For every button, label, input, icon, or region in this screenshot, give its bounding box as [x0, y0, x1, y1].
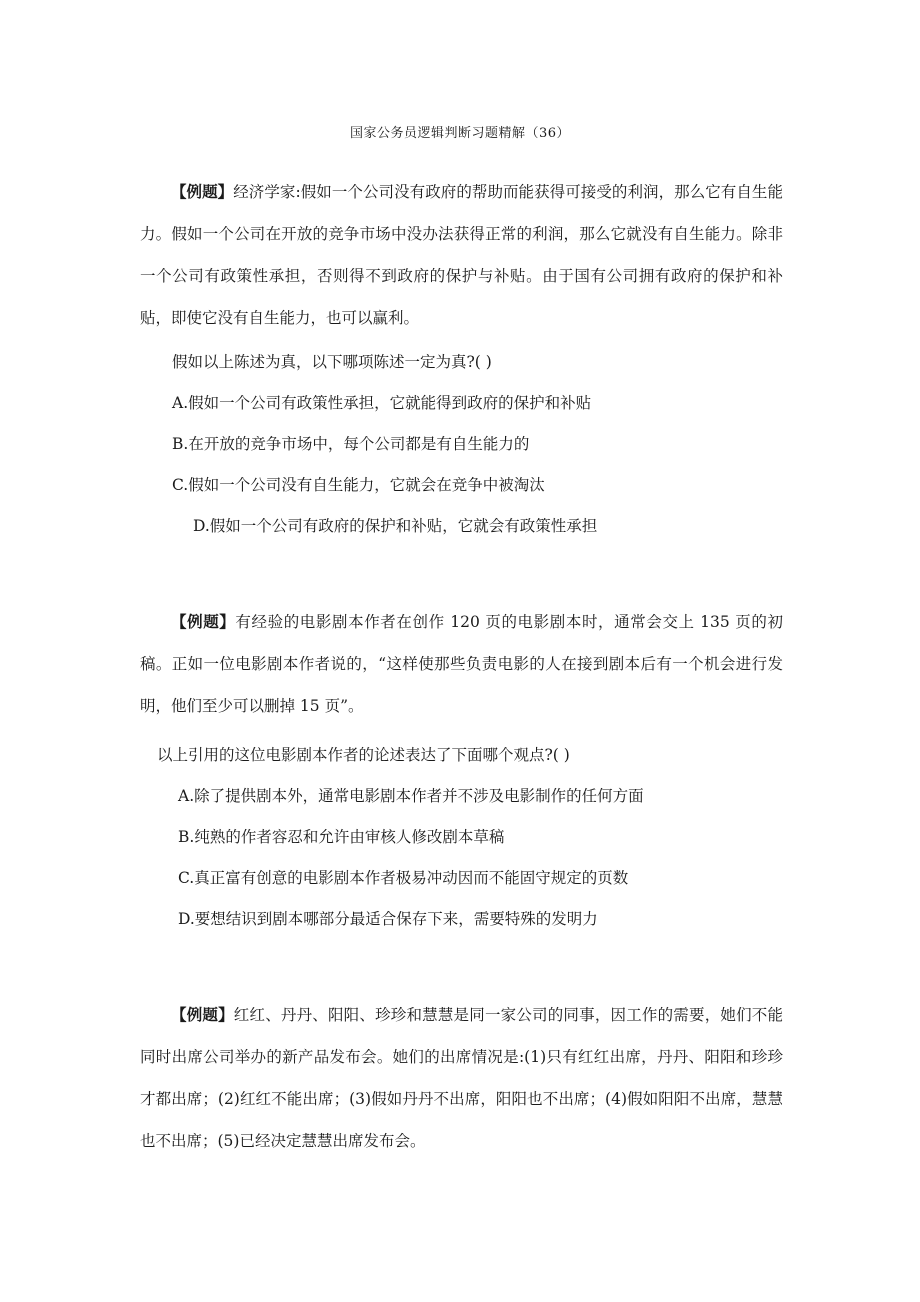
question-3-text: 红红、丹丹、阳阳、珍珍和慧慧是同一家公司的同事，因工作的需要，她们不能同时出席公司举办的新产品发布会。她们的出席情况是:(1)只有红红出席，丹丹、阳阳和珍珍才都出席；(2)红红不能出席；(3)假如丹丹不出席，阳阳也不出席；(4)假如阳阳不出席，慧慧也不出席；(5)已经决定慧慧出席发布会。: [140, 1006, 783, 1150]
question-3-body: [140, 994, 783, 1162]
question-1-tag: 【例题】: [171, 182, 234, 201]
question-2-option-c: C.真正富有创意的电影剧本作者极易冲动因而不能固守规定的页数: [178, 869, 629, 887]
question-1-prompt: 假如以上陈述为真，以下哪项陈述一定为真?( ): [172, 353, 492, 371]
question-2-tag: 【例题】: [171, 612, 236, 631]
question-2-option-d: D.要想结识到剧本哪部分最适合保存下来，需要特殊的发明力: [178, 910, 598, 928]
question-2-option-a: A.除了提供剧本外，通常电影剧本作者并不涉及电影制作的任何方面: [178, 787, 644, 805]
question-1-text: 经济学家:假如一个公司没有政府的帮助而能获得可接受的利润，那么它有自生能力。假如一个公司在开放的竞争市场中没办法获得正常的利润，那么它就没有自生能力。除非一个公司有政策性承担，否则得不到政府的保护与补贴。由于国有公司拥有政府的保护和补贴，即使它没有自生能力，也可以赢利。: [140, 183, 783, 327]
question-3-tag: 【例题】: [171, 1005, 234, 1024]
page-title: 国家公务员逻辑判断习题精解（36）: [349, 126, 571, 141]
question-2-body: [140, 601, 783, 727]
question-1-body: [140, 171, 783, 339]
question-1-option-a: A.假如一个公司有政策性承担，它就能得到政府的保护和补贴: [172, 394, 592, 412]
question-2-option-b: B.纯熟的作者容忍和允许由审核人修改剧本草稿: [178, 828, 505, 846]
question-2-text: 有经验的电影剧本作者在创作 120 页的电影剧本时，通常会交上 135 页的初稿。正如一位电影剧本作者说的，“这样使那些负责电影的人在接到剧本后有一个机会进行发明，他们至少可以删掉 15 页”。: [140, 613, 783, 715]
question-1-option-b: B.在开放的竞争市场中，每个公司都是有自生能力的: [172, 435, 530, 453]
question-1-option-d: D.假如一个公司有政府的保护和补贴，它就会有政策性承担: [193, 517, 598, 535]
question-2-prompt: 以上引用的这位电影剧本作者的论述表达了下面哪个观点?( ): [157, 746, 570, 764]
question-1-option-c: C.假如一个公司没有自生能力，它就会在竞争中被淘汰: [172, 476, 545, 494]
